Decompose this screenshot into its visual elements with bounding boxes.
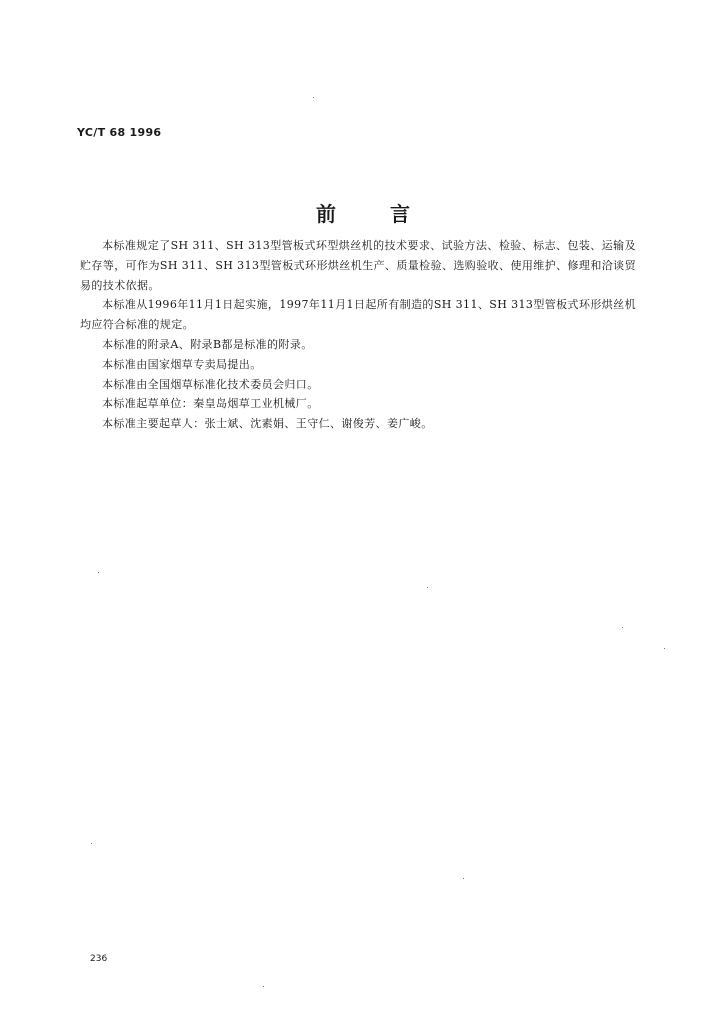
paragraph-proposed-by: 本标准由国家烟草专卖局提出。: [102, 357, 262, 371]
scan-speck: [622, 627, 623, 628]
paragraph-drafting-unit: 本标准起草单位：秦皇岛烟草工业机械厂。: [102, 397, 319, 411]
standard-code: YC/T 68 1996: [77, 126, 162, 139]
scan-speck: [313, 97, 314, 98]
scan-speck: [98, 572, 99, 573]
foreword-body: [80, 236, 636, 434]
section-title: [0, 198, 726, 227]
title-char-1: 前: [316, 202, 336, 226]
paragraph-centralized-by: 本标准由全国烟草标准化技术委员会归口。: [102, 377, 319, 391]
scan-speck: [263, 986, 264, 987]
title-char-2: 言: [390, 202, 410, 226]
paragraph-scope: 本标准规定了SH 311、SH 313型管板式环型烘丝机的技术要求、试验方法、检验、标志、包装、运输及贮存等，可作为SH 311、SH 313型管板式环形烘丝机生产、质量检验、选购验收、使用维护、修理和洽谈贸易的技术依据。: [80, 239, 636, 292]
paragraph-appendices: 本标准的附录A、附录B都是标准的附录。: [102, 337, 313, 351]
paragraph-effective-date: 本标准从1996年11月1日起实施，1997年11月1日起所有制造的SH 311、SH 313型管板式环形烘丝机均应符合标准的规定。: [80, 298, 636, 332]
scan-speck: [91, 843, 92, 844]
page-number: 236: [90, 954, 108, 964]
scan-speck: [664, 648, 665, 649]
scan-speck: [463, 878, 464, 879]
scan-speck: [427, 587, 428, 588]
paragraph-drafters: 本标准主要起草人：张士斌、沈素娟、王守仁、谢俊芳、姜广峻。: [102, 417, 433, 431]
